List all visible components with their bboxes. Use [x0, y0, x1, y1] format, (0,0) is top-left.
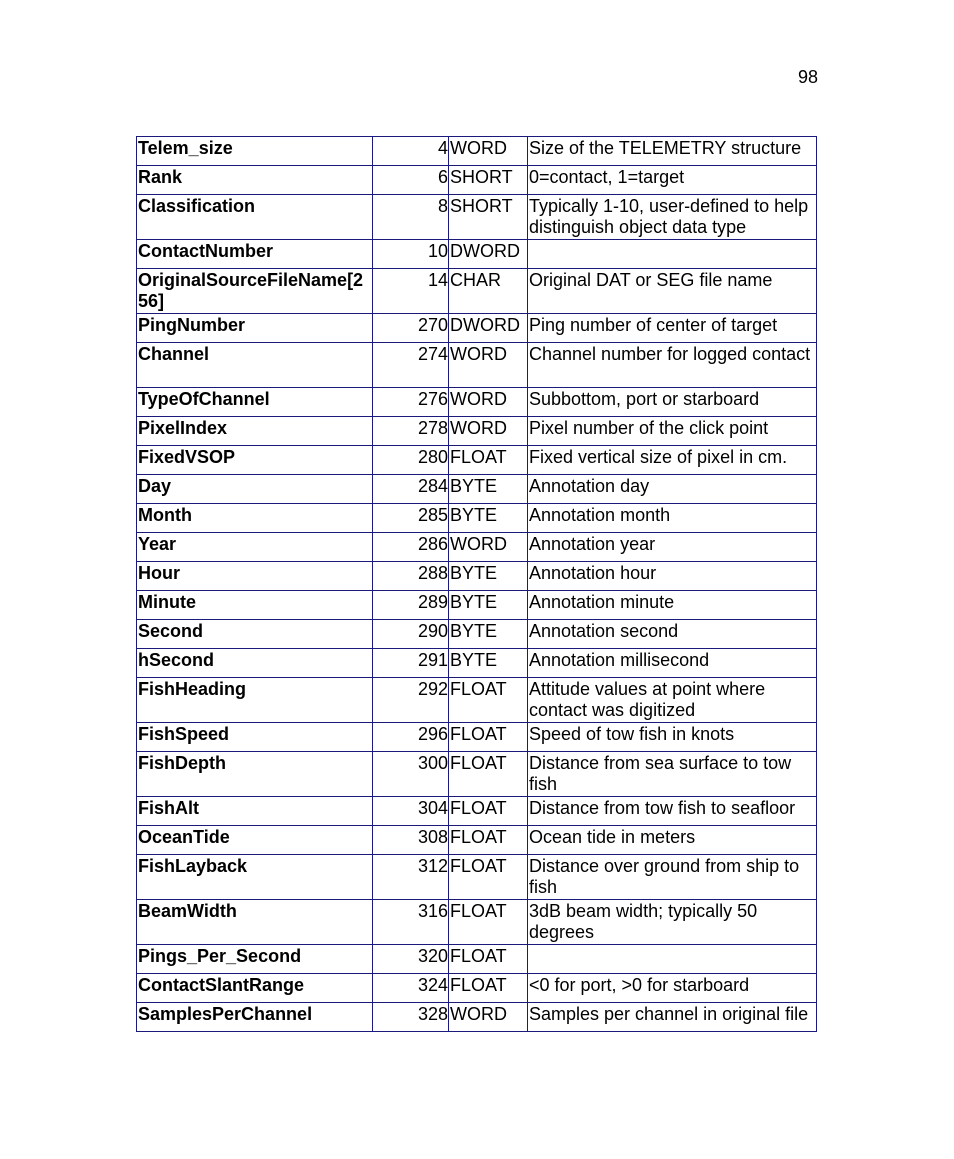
- field-description: Annotation minute: [528, 591, 817, 620]
- field-description: [528, 945, 817, 974]
- field-offset: 285: [373, 504, 449, 533]
- table-row: [137, 533, 817, 562]
- field-name: Telem_size: [137, 137, 373, 166]
- table-row: [137, 269, 817, 314]
- field-type: WORD: [449, 533, 528, 562]
- field-name: FishLayback: [137, 855, 373, 900]
- field-description: Channel number for logged contact: [528, 343, 817, 388]
- field-name: TypeOfChannel: [137, 388, 373, 417]
- field-description: Annotation second: [528, 620, 817, 649]
- field-description: 0=contact, 1=target: [528, 166, 817, 195]
- field-type: WORD: [449, 137, 528, 166]
- field-name: FishSpeed: [137, 723, 373, 752]
- field-name: OriginalSourceFileName[256]: [137, 269, 373, 314]
- field-type: CHAR: [449, 269, 528, 314]
- field-type: BYTE: [449, 620, 528, 649]
- field-offset: 278: [373, 417, 449, 446]
- table-row: [137, 591, 817, 620]
- field-description: Annotation year: [528, 533, 817, 562]
- page-number: 98: [797, 67, 818, 87]
- field-type: WORD: [449, 343, 528, 388]
- field-name: PingNumber: [137, 314, 373, 343]
- table-row: [137, 417, 817, 446]
- field-offset: 286: [373, 533, 449, 562]
- field-type: WORD: [449, 1003, 528, 1032]
- field-offset: 288: [373, 562, 449, 591]
- table-row: [137, 678, 817, 723]
- field-offset: 8: [373, 195, 449, 240]
- table-row: [137, 855, 817, 900]
- field-type: FLOAT: [449, 900, 528, 945]
- field-offset: 304: [373, 797, 449, 826]
- table-row: [137, 475, 817, 504]
- field-description: [528, 240, 817, 269]
- field-name: FishDepth: [137, 752, 373, 797]
- table-row: [137, 343, 817, 388]
- field-offset: 292: [373, 678, 449, 723]
- table-row: [137, 504, 817, 533]
- table-row: [137, 388, 817, 417]
- field-name: Channel: [137, 343, 373, 388]
- field-description: Ocean tide in meters: [528, 826, 817, 855]
- table-row: [137, 1003, 817, 1032]
- field-description: Distance over ground from ship to fish: [528, 855, 817, 900]
- field-type: FLOAT: [449, 446, 528, 475]
- field-name: Year: [137, 533, 373, 562]
- field-offset: 4: [373, 137, 449, 166]
- table-row: [137, 562, 817, 591]
- field-type: FLOAT: [449, 797, 528, 826]
- table-row: [137, 649, 817, 678]
- field-offset: 270: [373, 314, 449, 343]
- field-description: Annotation month: [528, 504, 817, 533]
- field-type: FLOAT: [449, 752, 528, 797]
- field-name: PixelIndex: [137, 417, 373, 446]
- field-offset: 312: [373, 855, 449, 900]
- field-name: SamplesPerChannel: [137, 1003, 373, 1032]
- field-name: OceanTide: [137, 826, 373, 855]
- table-row: [137, 723, 817, 752]
- field-description: Pixel number of the click point: [528, 417, 817, 446]
- field-offset: 296: [373, 723, 449, 752]
- field-type: WORD: [449, 388, 528, 417]
- field-name: Hour: [137, 562, 373, 591]
- field-offset: 274: [373, 343, 449, 388]
- field-type: WORD: [449, 417, 528, 446]
- table-row: [137, 900, 817, 945]
- field-description: Samples per channel in original file: [529, 1004, 809, 1024]
- table-row: [137, 620, 817, 649]
- field-offset: 289: [373, 591, 449, 620]
- field-description: Annotation day: [528, 475, 817, 504]
- field-offset: 291: [373, 649, 449, 678]
- field-description: Fixed vertical size of pixel in cm.: [528, 446, 817, 475]
- field-description: Distance from sea surface to tow fish: [528, 752, 817, 797]
- table-row: [137, 752, 817, 797]
- field-description: Size of the TELEMETRY structure: [528, 137, 817, 166]
- field-type: BYTE: [449, 475, 528, 504]
- field-offset: 320: [373, 945, 449, 974]
- field-type: FLOAT: [449, 945, 528, 974]
- field-name: Second: [137, 620, 373, 649]
- table-row: [137, 195, 817, 240]
- field-type: BYTE: [449, 649, 528, 678]
- field-description: Distance from tow fish to seafloor: [528, 797, 817, 826]
- table-row: [137, 797, 817, 826]
- field-offset: 316: [373, 900, 449, 945]
- field-name: Month: [137, 504, 373, 533]
- field-type: FLOAT: [449, 855, 528, 900]
- field-table: [136, 136, 817, 1032]
- field-description-cell: [528, 1003, 817, 1032]
- field-offset: 14: [373, 269, 449, 314]
- field-type: FLOAT: [449, 678, 528, 723]
- field-offset: 6: [373, 166, 449, 195]
- field-type: BYTE: [449, 562, 528, 591]
- field-name: ContactNumber: [137, 240, 373, 269]
- table-row: [137, 826, 817, 855]
- field-offset: 328: [373, 1003, 449, 1032]
- field-description: Annotation millisecond: [528, 649, 817, 678]
- field-offset: 10: [373, 240, 449, 269]
- field-offset: 308: [373, 826, 449, 855]
- table-row: [137, 945, 817, 974]
- table-row: [137, 446, 817, 475]
- field-offset: 300: [373, 752, 449, 797]
- field-offset: 280: [373, 446, 449, 475]
- field-name: ContactSlantRange: [137, 974, 373, 1003]
- table-row: [137, 314, 817, 343]
- field-description: Attitude values at point where contact was digitized: [528, 678, 817, 723]
- field-name: BeamWidth: [137, 900, 373, 945]
- field-name: Classification: [137, 195, 373, 240]
- field-type: DWORD: [449, 314, 528, 343]
- field-offset: 324: [373, 974, 449, 1003]
- field-type: SHORT: [449, 195, 528, 240]
- field-name: Rank: [137, 166, 373, 195]
- table-row: [137, 166, 817, 195]
- field-type: FLOAT: [449, 826, 528, 855]
- field-offset: 276: [373, 388, 449, 417]
- field-description: 3dB beam width; typically 50 degrees: [528, 900, 817, 945]
- field-name: Pings_Per_Second: [137, 945, 373, 974]
- table-row: [137, 240, 817, 269]
- field-description: Subbottom, port or starboard: [528, 388, 817, 417]
- field-description: Typically 1-10, user-defined to help distinguish object data type: [528, 195, 817, 240]
- field-type: BYTE: [449, 504, 528, 533]
- field-description: Speed of tow fish in knots: [528, 723, 817, 752]
- field-description: <0 for port, >0 for starboard: [528, 974, 817, 1003]
- field-description: Ping number of center of target: [528, 314, 817, 343]
- field-type: DWORD: [449, 240, 528, 269]
- field-type: SHORT: [449, 166, 528, 195]
- field-name: FishHeading: [137, 678, 373, 723]
- table-row: [137, 974, 817, 1003]
- field-name: Minute: [137, 591, 373, 620]
- field-name: hSecond: [137, 649, 373, 678]
- field-description: Original DAT or SEG file name: [528, 269, 817, 314]
- field-offset: 290: [373, 620, 449, 649]
- field-type: FLOAT: [449, 974, 528, 1003]
- field-name: FixedVSOP: [137, 446, 373, 475]
- field-type: FLOAT: [449, 723, 528, 752]
- field-name: Day: [137, 475, 373, 504]
- field-offset: 284: [373, 475, 449, 504]
- field-type: BYTE: [449, 591, 528, 620]
- field-name: FishAlt: [137, 797, 373, 826]
- table-row: [137, 137, 817, 166]
- field-description: Annotation hour: [528, 562, 817, 591]
